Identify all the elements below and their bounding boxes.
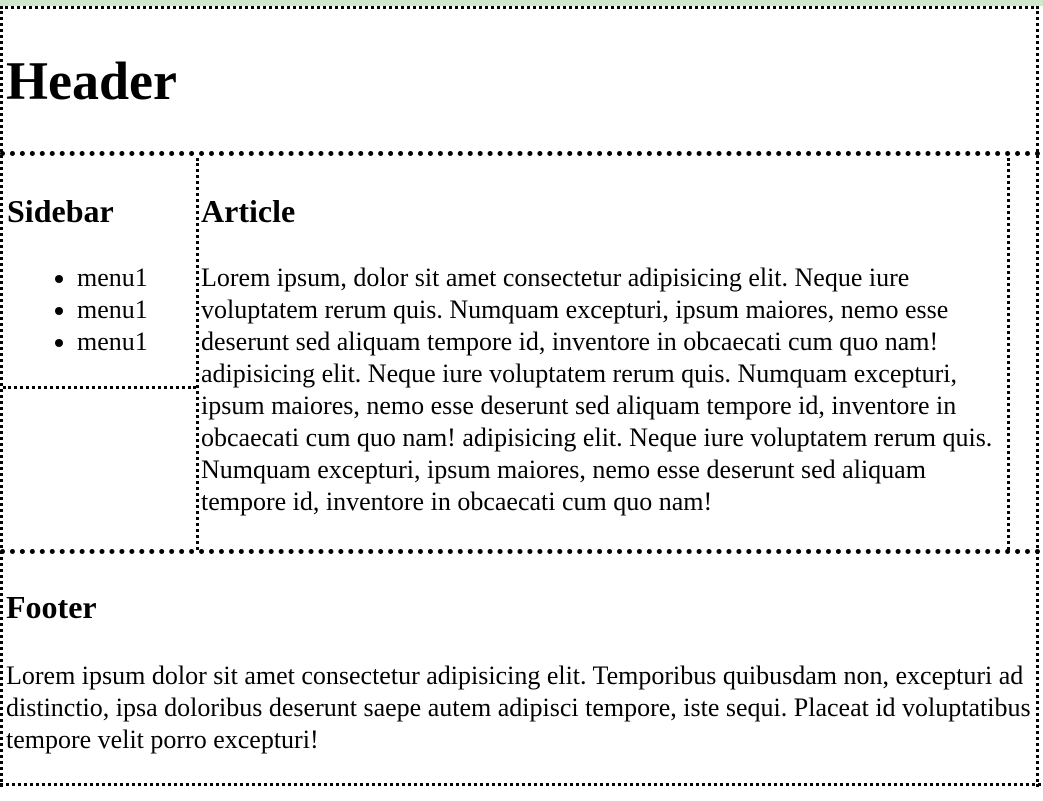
article-body: Lorem ipsum, dolor sit amet consectetur adipisicing elit. Neque iure voluptatem rerum quis. Numquam excepturi, ipsum maiores, nemo esse deserunt sed aliquam tempore id, inventore in obcaecati cum quo nam! adipisicing elit. Neque iure voluptatem rerum quis. Numquam excepturi, ipsum maiores, nemo esse deserunt sed aliquam tempore id, inventore in obcaecati cum quo nam! adipisicing elit. Neque iure voluptatem rerum quis. Numquam excepturi, ipsum maiores, nemo esse deserunt sed aliquam tempore id, inventore in obcaecati cum quo nam!: [201, 263, 993, 516]
header-divider: [0, 151, 1041, 156]
sidebar-item-menu1[interactable]: • menu1: [77, 294, 148, 326]
sidebar-article-divider: [196, 158, 199, 550]
page-bottom-border: [0, 783, 1041, 786]
footer-title: Footer: [6, 589, 97, 625]
sidebar-menu: [6, 262, 148, 358]
sidebar-bottom-divider: [3, 386, 196, 389]
sidebar-title: Sidebar: [7, 193, 114, 229]
sidebar: [6, 158, 194, 388]
sidebar-item-menu1[interactable]: • menu1: [77, 326, 148, 358]
footer-divider: [0, 549, 1041, 554]
sidebar-item-menu1[interactable]: • menu1: [77, 262, 148, 294]
page-header: [0, 6, 1043, 155]
footer-body: Lorem ipsum dolor sit amet consectetur adipisicing elit. Temporibus quibusdam non, excepturi ad distinctio, ipsa doloribus deserunt saepe autem adipisci tempore, iste sequi. Placeat id voluptatibus tempore velit porro excepturi!: [6, 661, 1031, 754]
page-footer: [6, 556, 1036, 784]
article: [201, 158, 1009, 550]
header-title: Header: [6, 51, 177, 111]
article-title: Article: [201, 193, 296, 229]
